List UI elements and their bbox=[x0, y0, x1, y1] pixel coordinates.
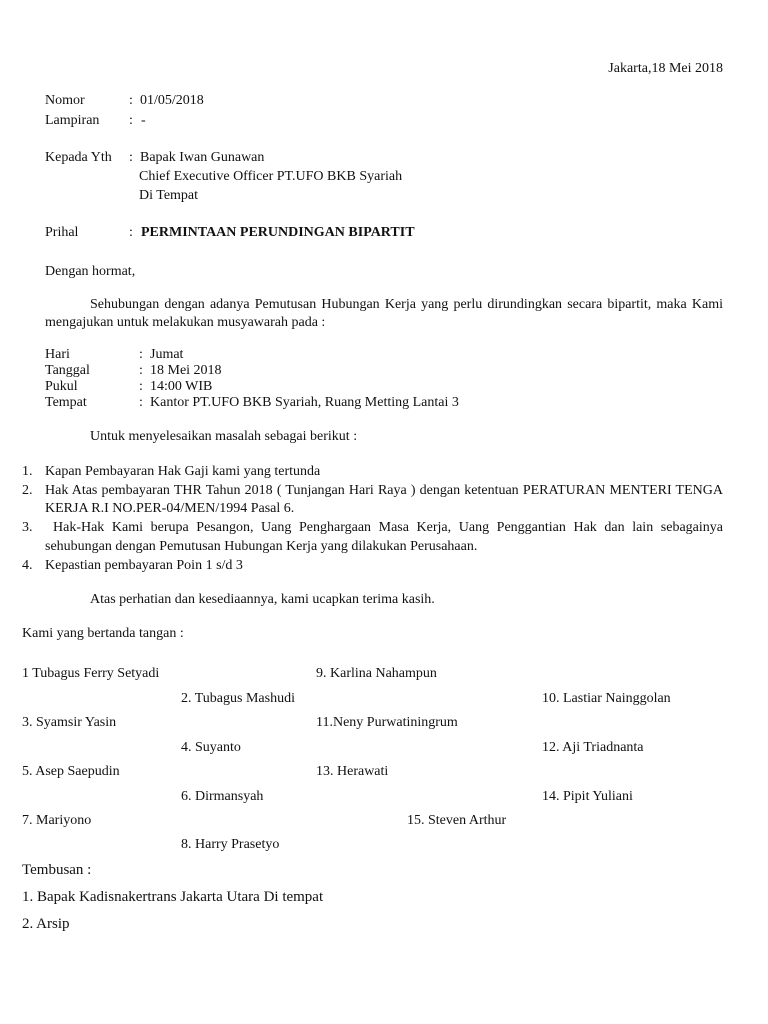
signer-name: 7. Mariyono bbox=[22, 813, 92, 828]
tembusan-item: 2. Arsip bbox=[22, 916, 70, 932]
signer-name: 3. Syamsir Yasin bbox=[22, 715, 117, 730]
issue-number: 1. bbox=[22, 464, 33, 479]
tembusan-label: Tembusan : bbox=[22, 862, 92, 878]
closing-text: Atas perhatian dan kesediaannya, kami ucapkan terima kasih. bbox=[90, 592, 435, 607]
kepada-line: Chief Executive Officer PT.UFO BKB Syariah bbox=[139, 169, 403, 184]
lampiran-value: - bbox=[141, 113, 146, 128]
issue-number: 4. bbox=[22, 558, 33, 573]
schedule-colon: : bbox=[139, 379, 143, 394]
tembusan-item: 1. Bapak Kadisnakertrans Jakarta Utara Di tempat bbox=[22, 889, 324, 905]
kepada-label: Kepada Yth bbox=[45, 150, 112, 165]
letter-date: Jakarta,18 Mei 2018 bbox=[608, 61, 723, 76]
signer-name: 1 Tubagus Ferry Setyadi bbox=[22, 666, 160, 681]
kepada-line: Di Tempat bbox=[139, 188, 199, 203]
signer-name: 4. Suyanto bbox=[181, 740, 241, 755]
issue-text: Kapan Pembayaran Hak Gaji kami yang tertunda bbox=[45, 464, 321, 479]
signers-intro: Kami yang bertanda tangan : bbox=[22, 626, 184, 641]
nomor-colon: : bbox=[129, 93, 133, 108]
schedule-colon: : bbox=[139, 363, 143, 378]
prihal-colon: : bbox=[129, 225, 133, 240]
intro-line: mengajukan untuk melakukan musyawarah pada : bbox=[45, 315, 326, 330]
lampiran-colon: : bbox=[129, 113, 133, 128]
schedule-label: Hari bbox=[45, 347, 70, 362]
issue-number: 3. bbox=[22, 520, 33, 535]
issue-text: Kepastian pembayaran Poin 1 s/d 3 bbox=[45, 558, 243, 573]
prihal-label: Prihal bbox=[45, 225, 79, 240]
kepada-line: Bapak Iwan Gunawan bbox=[140, 150, 265, 165]
signer-name: 2. Tubagus Mashudi bbox=[181, 691, 295, 706]
schedule-colon: : bbox=[139, 347, 143, 362]
prihal-value: PERMINTAAN PERUNDINGAN BIPARTIT bbox=[141, 225, 415, 240]
signer-name: 8. Harry Prasetyo bbox=[181, 837, 280, 852]
issues-intro: Untuk menyelesaikan masalah sebagai berikut : bbox=[90, 429, 358, 444]
kepada-colon: : bbox=[129, 150, 133, 165]
intro-line: Sehubungan dengan adanya Pemutusan Hubungan Kerja yang perlu dirundingkan secara bipartit, maka Kami bbox=[90, 297, 723, 312]
schedule-label: Tempat bbox=[45, 395, 87, 410]
signer-name: 12. Aji Triadnanta bbox=[542, 740, 644, 755]
schedule-label: Pukul bbox=[45, 379, 78, 394]
schedule-value: 14:00 WIB bbox=[150, 379, 213, 394]
signer-name: 5. Asep Saepudin bbox=[22, 764, 120, 779]
signer-name: 10. Lastiar Nainggolan bbox=[542, 691, 671, 706]
signer-name: 6. Dirmansyah bbox=[181, 789, 264, 804]
issue-text: Hak-Hak Kami berupa Pesangon, Uang Penghargaan Masa Kerja, Uang Penggantian Hak dan lain sebagainya bbox=[53, 520, 723, 535]
issue-text: Hak Atas pembayaran THR Tahun 2018 ( Tunjangan Hari Raya ) dengan ketentuan PERATURAN MENTERI TENGA bbox=[45, 483, 723, 498]
issue-text: sehubungan dengan Pemutusan Hubungan Kerja yang dilakukan Perusahaan. bbox=[45, 539, 478, 554]
schedule-value: Jumat bbox=[150, 347, 184, 362]
schedule-value: 18 Mei 2018 bbox=[150, 363, 222, 378]
schedule-label: Tanggal bbox=[45, 363, 90, 378]
salutation: Dengan hormat, bbox=[45, 264, 136, 279]
signer-name: 15. Steven Arthur bbox=[407, 813, 507, 828]
signer-name: 11.Neny Purwatiningrum bbox=[316, 715, 458, 730]
nomor-label: Nomor bbox=[45, 93, 85, 108]
nomor-value: 01/05/2018 bbox=[140, 93, 204, 108]
issue-number: 2. bbox=[22, 483, 33, 498]
signer-name: 14. Pipit Yuliani bbox=[542, 789, 633, 804]
issue-text: KERJA R.I NO.PER-04/MEN/1994 Pasal 6. bbox=[45, 501, 295, 516]
lampiran-label: Lampiran bbox=[45, 113, 100, 128]
signer-name: 13. Herawati bbox=[316, 764, 389, 779]
schedule-value: Kantor PT.UFO BKB Syariah, Ruang Metting Lantai 3 bbox=[150, 395, 459, 410]
schedule-colon: : bbox=[139, 395, 143, 410]
signer-name: 9. Karlina Nahampun bbox=[316, 666, 437, 681]
